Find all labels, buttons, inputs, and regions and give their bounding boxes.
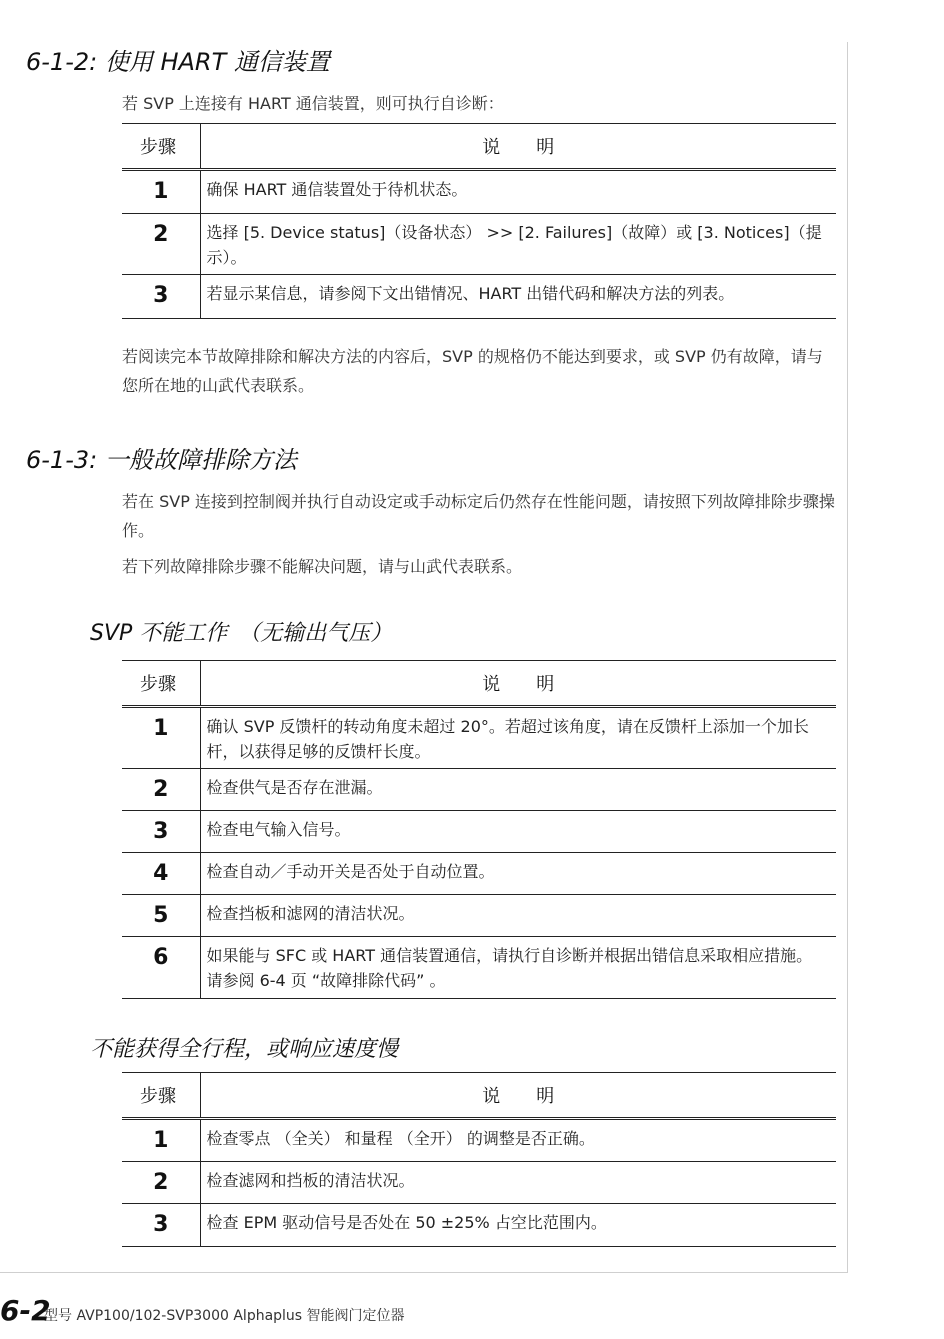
step-description: 检查电气输入信号。 [200,811,836,853]
table-row [122,275,836,319]
page-bottom-border [0,1272,848,1273]
table-row [122,170,836,214]
step-number: 3 [122,275,200,319]
step-description: 选择 [5. Device status]（设备状态） >> [2. Failures]（故障）或 [3. Notices]（提示）。 [200,214,836,275]
table-row [122,1162,836,1204]
section-612-title: 6-1-2: 使用 HART 通信装置 [26,48,330,76]
header-step: 步骤 [122,1073,200,1119]
hart-steps-table [122,123,836,319]
section-613-para2: 若下列故障排除步骤不能解决问题，请与山武代表联系。 [122,557,523,576]
table-row [122,1204,836,1247]
table-row [122,707,836,769]
step-number: 6 [122,937,200,999]
step-description: 若显示某信息，请参阅下文出错情况、HART 出错代码和解决方法的列表。 [200,275,836,319]
contact-note: 若阅读完本节故障排除和解决方法的内容后，SVP 的规格仍不能达到要求，或 SVP 仍有故障，请与您所在地的山武代表联系。 [122,347,823,395]
no-output-steps-table [122,660,836,999]
step-number: 1 [122,707,200,769]
step-description: 检查供气是否存在泄漏。 [200,769,836,811]
table-row [122,1119,836,1162]
step-description: 检查零点 （全关） 和量程 （全开） 的调整是否正确。 [200,1119,836,1162]
step-number: 2 [122,1162,200,1204]
step-description: 检查滤网和挡板的清洁状况。 [200,1162,836,1204]
slow-response-title: 不能获得全行程，或响应速度慢 [90,1037,399,1062]
step-description: 检查自动／手动开关是否处于自动位置。 [200,853,836,895]
step-number: 1 [122,1119,200,1162]
step-number: 4 [122,853,200,895]
table-row [122,853,836,895]
step-description: 确保 HART 通信装置处于待机状态。 [200,170,836,214]
section-613-title: 6-1-3: 一般故障排除方法 [26,446,297,474]
table-row [122,895,836,937]
table-row [122,769,836,811]
table-row [122,937,836,999]
step-number: 2 [122,214,200,275]
slow-response-steps-table [122,1072,836,1247]
header-description: 说 明 [200,1073,836,1119]
step-description: 检查挡板和滤网的清洁状况。 [200,895,836,937]
step-number: 1 [122,170,200,214]
section-613-para1: 若在 SVP 连接到控制阀并执行自动设定或手动标定后仍然存在性能问题，请按照下列故障排除步骤操作。 [122,492,835,540]
step-description: 检查 EPM 驱动信号是否处在 50 ±25% 占空比范围内。 [200,1204,836,1247]
header-description: 说 明 [200,124,836,170]
step-number: 3 [122,811,200,853]
footer-model-text: 型号 AVP100/102-SVP3000 Alphaplus 智能阀门定位器 [44,1308,405,1324]
table-row [122,214,836,275]
table-row [122,811,836,853]
header-step: 步骤 [122,124,200,170]
header-description: 说 明 [200,661,836,707]
footer-page-number: 6-2 [0,1294,51,1327]
header-step: 步骤 [122,661,200,707]
section-612-intro: 若 SVP 上连接有 HART 通信装置，则可执行自诊断： [122,94,504,113]
page-right-border [847,42,848,1272]
step-number: 2 [122,769,200,811]
step-description: 如果能与 SFC 或 HART 通信装置通信，请执行自诊断并根据出错信息采取相应措施。请参阅 6-4 页 “故障排除代码” 。 [200,937,836,999]
step-number: 5 [122,895,200,937]
step-description: 确认 SVP 反馈杆的转动角度未超过 20°。若超过该角度，请在反馈杆上添加一个加长杆，以获得足够的反馈杆长度。 [200,707,836,769]
no-output-title: SVP 不能工作 （无输出气压） [90,621,393,646]
step-number: 3 [122,1204,200,1247]
